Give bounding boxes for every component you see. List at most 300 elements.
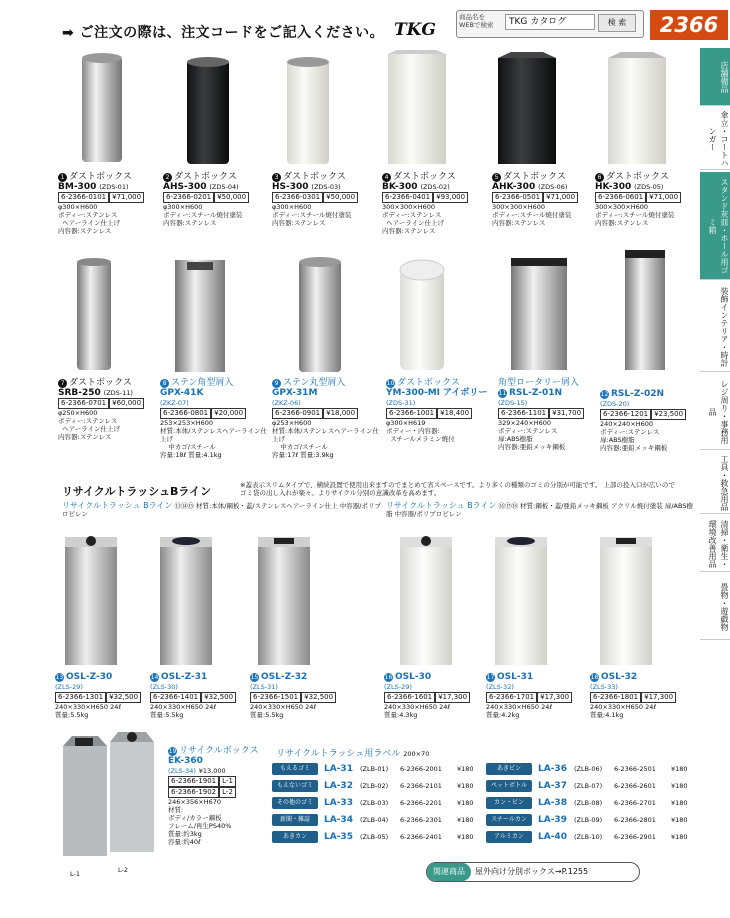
label-model: LA-35	[324, 832, 353, 842]
related-link-text: 屋外向け分別ボックス→P.1255	[475, 867, 589, 876]
spec-mass: 質量:5.5kg	[250, 711, 284, 719]
product-ref: (ZDS-11)	[103, 389, 133, 397]
price: ¥31,700	[549, 408, 584, 419]
spec-inner: 内容器:亜鉛メッキ鋼板	[498, 443, 566, 451]
spec-capacity: 24ℓ	[439, 703, 451, 711]
subsection-right-material: 材質:鋼板・蓋/亜鉛メッキ鋼板 アクリル焼付塗装 扉/ABS樹脂 中容器/ポリプロピレン	[386, 502, 693, 518]
product-name: ダストボックス	[397, 378, 460, 388]
spec-body: ボディー:ステンレス	[600, 428, 660, 436]
item-number: 2	[163, 173, 172, 182]
spec-capacity: 容量:18ℓ 質量:4.1kg	[160, 451, 222, 459]
item-number: 7	[58, 379, 67, 388]
brand-logo: TKG	[394, 20, 436, 40]
item-number: 16	[384, 674, 393, 681]
label-row	[486, 779, 691, 796]
order-code: 6-2366-1501	[250, 692, 301, 703]
price: ¥18,400	[437, 408, 472, 419]
spec-mass: 質量:4.2kg	[486, 711, 520, 719]
item-number: 1	[58, 173, 67, 182]
label-image: その他のゴミ	[272, 797, 318, 809]
price: ¥71,000	[646, 192, 681, 203]
price: ¥32,500	[201, 692, 236, 703]
label-code: 6-2366-2701	[614, 799, 656, 807]
variant-l2: L-2	[219, 787, 236, 798]
product-name: ダストボックス	[283, 172, 346, 182]
sidebar-item-register[interactable]: レジ周り・事務用品	[700, 374, 730, 450]
item-number: 17	[486, 674, 495, 681]
product-image-osl-z-32	[258, 537, 310, 665]
spec-inner: 中カゴ/スチール	[280, 443, 328, 451]
spec-size: 300×300×H600	[595, 203, 648, 211]
labels-title	[276, 746, 429, 759]
product-name: 角型ロータリー屑入	[498, 378, 580, 388]
label-model: LA-33	[324, 798, 353, 808]
subsection-left-material: 材質:本体/鋼板・蓋/ステンレスヘアーライン仕上 中容器/ポリプロピレン	[62, 502, 381, 518]
product-name: ダストボックス	[69, 378, 132, 388]
order-code: 6-2366-0101	[58, 192, 109, 203]
spec-size: 240×240×H600	[600, 420, 653, 428]
spec-body: ボディー:ステンレス	[58, 211, 118, 219]
spec-body: ボディ/カラー鋼板	[168, 814, 222, 822]
product-model: OSL-Z-32	[261, 672, 308, 682]
label-image: ペットボトル	[486, 780, 532, 792]
label-model: LA-38	[538, 798, 567, 808]
product-gpx-31m	[272, 378, 384, 459]
variant-l1: L-1	[219, 776, 236, 787]
label-row	[486, 830, 691, 847]
product-image-gpx-41k	[175, 260, 225, 372]
product-ref: (ZLS-33)	[590, 683, 618, 691]
spec-capacity: 24ℓ	[110, 703, 122, 711]
price: ¥20,000	[211, 408, 246, 419]
label-ref: (ZLB-01)	[360, 765, 389, 773]
product-image-srb-250	[77, 258, 111, 370]
product-ref: (ZLS-30)	[150, 683, 178, 691]
spec-body: ボディー:スチール焼付塗装	[595, 211, 675, 219]
product-ref: (ZDS-15)	[498, 399, 528, 407]
label-model: LA-39	[538, 815, 567, 825]
spec-inner: 内容器:ステンレス	[492, 219, 546, 227]
label-image: 新聞・雑誌	[272, 814, 318, 826]
spec-capacity: 容量:17ℓ 質量:3.9kg	[272, 451, 334, 459]
sidebar-item-interior[interactable]: 装飾インテリア・時計	[700, 282, 730, 372]
product-model: BM-300	[58, 182, 97, 192]
spec-finish: ヘアーライン仕上げ	[62, 425, 121, 433]
spec-size: 240×330×H650	[150, 703, 203, 711]
spec-capacity: 24ℓ	[541, 703, 553, 711]
spec-size: 329×240×H600	[498, 419, 551, 427]
label-ref: (ZLB-04)	[360, 816, 389, 824]
product-name: ダストボックス	[503, 172, 566, 182]
item-number: 19	[168, 748, 177, 755]
item-number: 3	[272, 173, 281, 182]
label-price: ¥180	[671, 782, 688, 790]
spec-body: ボディー:ステンレス	[498, 427, 558, 435]
spec-size: φ300×H619	[386, 419, 426, 427]
spec-mass: 質量:4.1kg	[590, 711, 624, 719]
spec-size: 240×330×H650	[55, 703, 108, 711]
label-code: 6-2366-2201	[400, 799, 442, 807]
product-ref: (ZDS-01)	[99, 183, 129, 191]
sidebar-item-tools[interactable]: 工具・救急用品	[700, 452, 730, 514]
spec-size: 240×330×H650	[384, 703, 437, 711]
spec-size: 240×330×H650	[590, 703, 643, 711]
product-osl-30	[384, 672, 480, 719]
label-code: 6-2366-2801	[614, 816, 656, 824]
product-ref: (ZLS-31)	[250, 683, 278, 691]
product-ref: (ZDS-05)	[634, 183, 664, 191]
product-osl-z-32	[250, 672, 342, 719]
spec-mass: 質量:約3kg	[168, 830, 202, 838]
price: ¥60,000	[109, 398, 144, 409]
product-bk-300	[382, 172, 490, 235]
spec-frame: フレーム/再生PS40%	[168, 822, 232, 830]
product-name: ダストボックス	[69, 172, 132, 182]
product-name: ステン丸型屑入	[283, 378, 346, 388]
subsection-left-numbers: ⑬⑭⑮	[174, 502, 194, 510]
product-image-rsl-z-01n	[511, 258, 567, 370]
label-price: ¥180	[457, 816, 474, 824]
spec-finish: ヘアーライン仕上げ	[386, 219, 445, 227]
label-row	[486, 762, 691, 779]
item-number: 12	[600, 391, 609, 398]
product-model: OSL-31	[497, 672, 534, 682]
product-rsl-z-01n	[498, 378, 606, 451]
price: ¥71,000	[109, 192, 144, 203]
label-model: LA-36	[538, 764, 567, 774]
product-image-ahk-300	[498, 52, 556, 164]
product-model: OSL-32	[601, 672, 638, 682]
price: ¥50,000	[214, 192, 249, 203]
spec-material: 材質:本体/ステンレスヘアーライン仕上げ	[272, 427, 379, 443]
product-model: OSL-Z-30	[66, 672, 113, 682]
order-code-l2: 6-2366-1902	[168, 787, 219, 798]
subsection-right	[386, 502, 696, 518]
item-number: 11	[498, 390, 507, 397]
spec-door: 扉:ABS樹脂	[498, 435, 533, 443]
product-ref: (ZDS-31)	[386, 399, 416, 407]
order-code-l1: 6-2366-1901	[168, 776, 219, 787]
label-model: LA-37	[538, 781, 567, 791]
spec-inner: 内容器:ステンレス	[163, 219, 217, 227]
product-model: RSL-Z-01N	[509, 388, 563, 398]
order-code: 6-2366-0201	[163, 192, 214, 203]
spec-size: φ300×H600	[272, 203, 312, 211]
page-number: 2366	[650, 10, 728, 40]
label-image: カン・ビン	[486, 797, 532, 809]
spec-size: φ253×H600	[272, 419, 312, 427]
spec-door: 扉:ABS樹脂	[600, 436, 635, 444]
label-row	[486, 813, 691, 830]
subsection-left	[62, 502, 382, 518]
label-ref: (ZLB-10)	[574, 833, 603, 841]
product-model: GPX-31M	[272, 388, 318, 398]
sidebar-item-cleaning[interactable]: 清掃・衛生・環境改善用品	[700, 516, 730, 572]
product-ref: (ZKZ-06)	[272, 399, 301, 407]
spec-body: ボディー:ステンレス	[58, 417, 118, 425]
label-image: アルミカン	[486, 831, 532, 843]
sidebar-item-ashtray[interactable]: スタンド灰皿・ホール用ゴミ箱	[700, 172, 730, 280]
product-image-osl-z-31	[160, 537, 212, 665]
label-row	[272, 830, 477, 847]
sidebar-item-store[interactable]: 店舗備品	[700, 48, 730, 106]
label-code: 6-2366-2101	[400, 782, 442, 790]
product-model: GPX-41K	[160, 388, 204, 398]
product-model: OSL-Z-31	[161, 672, 208, 682]
product-image-ek-360	[58, 732, 168, 872]
label-ref: (ZLB-09)	[574, 816, 603, 824]
label-price: ¥180	[457, 799, 474, 807]
product-ref: (ZDS-02)	[420, 183, 450, 191]
order-code: 6-2366-0801	[160, 408, 211, 419]
label-code: 6-2366-2601	[614, 782, 656, 790]
sidebar-item-umbrella[interactable]: 傘立・コートハンガー	[700, 108, 730, 170]
order-code: 6-2366-0501	[492, 192, 543, 203]
label-ref: (ZLB-03)	[360, 799, 389, 807]
product-model: AHS-300	[163, 182, 207, 192]
product-name: リサイクルボックス	[179, 746, 259, 756]
price: ¥50,000	[323, 192, 358, 203]
order-code: 6-2366-1201	[600, 409, 651, 420]
subsection-right-title: リサイクルトラッシュ Bライン	[386, 501, 497, 510]
item-number: 10	[386, 380, 395, 387]
related-badge: 関連商品	[427, 863, 471, 881]
order-code: 6-2366-1001	[386, 408, 437, 419]
product-ref: (ZDS-03)	[311, 183, 341, 191]
spec-size: φ300×H600	[163, 203, 203, 211]
product-model: EK-360	[168, 756, 203, 766]
search-label: 商品名を WEBで検索	[459, 13, 494, 29]
product-ref: (ZDS-20)	[600, 400, 630, 408]
spec-finish: ヘアーライン仕上げ	[62, 219, 121, 227]
subsection-right-numbers: ⑯⑰⑱	[498, 502, 518, 510]
order-code: 6-2366-1401	[150, 692, 201, 703]
product-model: BK-300	[382, 182, 418, 192]
spec-size: 246×356×H670	[168, 798, 221, 806]
price: ¥32,500	[301, 692, 336, 703]
item-number: 15	[250, 674, 259, 681]
order-code: 6-2366-0601	[595, 192, 646, 203]
order-code: 6-2366-1701	[486, 692, 537, 703]
label-ref: (ZLB-08)	[574, 799, 603, 807]
item-number: 13	[55, 674, 64, 681]
label-price: ¥180	[671, 833, 688, 841]
item-number: 9	[272, 379, 281, 388]
spec-size: 240×330×H650	[250, 703, 303, 711]
label-price: ¥180	[671, 816, 688, 824]
order-code: 6-2366-1101	[498, 408, 549, 419]
spec-size: φ300×H600	[58, 203, 98, 211]
label-image: スチールカン	[486, 814, 532, 826]
labels-title-text: リサイクルトラッシュ用ラベル	[276, 749, 401, 759]
page-title: ➡ ご注文の際は、注文コードをご記入ください。	[62, 25, 385, 41]
label-model: LA-32	[324, 781, 353, 791]
price: ¥13,000	[198, 767, 226, 775]
item-number: 14	[150, 674, 159, 681]
price: ¥32,500	[106, 692, 141, 703]
product-model: SRB-250	[58, 388, 101, 398]
price: ¥23,500	[651, 409, 686, 420]
spec-body: ボディー:スチール焼付塗装	[163, 211, 243, 219]
spec-inner: 内容器:ステンレス	[595, 219, 649, 227]
label-row	[272, 762, 477, 779]
label-row	[272, 779, 477, 796]
label-row	[272, 813, 477, 830]
product-image-gpx-31m	[299, 257, 341, 372]
price: ¥17,300	[537, 692, 572, 703]
item-number: 4	[382, 173, 391, 182]
product-gpx-41k	[160, 378, 272, 459]
spec-capacity: 24ℓ	[645, 703, 657, 711]
spec-finish: スチールメラミン焼付	[390, 435, 455, 443]
product-image-osl-30	[400, 536, 452, 665]
label-column-left	[272, 762, 477, 847]
product-ref: (ZLS-32)	[486, 683, 514, 691]
product-model: HK-300	[595, 182, 632, 192]
product-model: AHK-300	[492, 182, 536, 192]
product-ym-300	[386, 378, 496, 443]
label-price: ¥180	[671, 799, 688, 807]
row2-product-images	[55, 250, 695, 375]
item-number: 5	[492, 173, 501, 182]
spec-size: 300×300×H600	[382, 203, 435, 211]
product-ahk-300	[492, 172, 600, 227]
order-code: 6-2366-1801	[590, 692, 641, 703]
order-code: 6-2366-0701	[58, 398, 109, 409]
label-image: もえないゴミ	[272, 780, 318, 792]
price: ¥17,300	[435, 692, 470, 703]
product-model: RSL-Z-02N	[611, 389, 665, 399]
label-price: ¥180	[671, 765, 688, 773]
order-code: 6-2366-1301	[55, 692, 106, 703]
spec-mass: 質量:4.3kg	[384, 711, 418, 719]
label-table	[272, 762, 692, 858]
spec-material-label: 材質:	[168, 806, 184, 814]
product-name: ダストボックス	[606, 172, 669, 182]
label-price: ¥180	[457, 782, 474, 790]
product-osl-z-31	[150, 672, 242, 719]
product-srb-250	[58, 378, 166, 441]
product-image-hk-300	[608, 52, 666, 164]
spec-capacity: 容量:約40ℓ	[168, 838, 201, 846]
spec-size: 300×300×H600	[492, 203, 545, 211]
search-button[interactable]: 検 索	[598, 14, 636, 32]
product-model: HS-300	[272, 182, 309, 192]
row1-product-images	[55, 50, 695, 170]
product-rsl-z-02n	[600, 389, 700, 452]
label-image: あきカン	[272, 831, 318, 843]
product-ref: (ZKZ-07)	[160, 399, 189, 407]
spec-mass: 質量:5.5kg	[55, 711, 89, 719]
product-osl-z-30	[55, 672, 147, 719]
spec-inner: 内容器:ステンレス	[58, 433, 112, 441]
label-model: LA-40	[538, 832, 567, 842]
spec-body: ボディー・内容器:	[386, 427, 440, 435]
spec-inner: 内容器:ステンレス	[272, 219, 326, 227]
product-image-ym-300	[400, 260, 444, 370]
label-model: LA-31	[324, 764, 353, 774]
spec-size: 240×330×H650	[486, 703, 539, 711]
label-price: ¥180	[457, 833, 474, 841]
product-ref: (ZLS-29)	[55, 683, 83, 691]
sidebar-item-tatami[interactable]: 畳物・遊戯物	[700, 574, 730, 640]
product-image-hs-300	[287, 57, 329, 164]
product-ahs-300	[163, 172, 271, 227]
product-image-ahs-300	[187, 57, 229, 164]
section-title: リサイクルトラッシュBライン	[62, 485, 212, 498]
order-code: 6-2366-0401	[382, 192, 433, 203]
row3-product-images	[55, 525, 695, 670]
label-row	[272, 796, 477, 813]
spec-mass: 質量:5.5kg	[150, 711, 184, 719]
variant-label-l1: L-1	[70, 870, 80, 878]
price: ¥71,000	[543, 192, 578, 203]
product-image-bk-300	[388, 50, 446, 164]
price: ¥17,300	[641, 692, 676, 703]
variant-label-l2: L-2	[118, 866, 128, 874]
product-ek-360	[168, 746, 272, 846]
label-code: 6-2366-2301	[400, 816, 442, 824]
product-model: OSL-30	[395, 672, 432, 682]
label-code: 6-2366-2001	[400, 765, 442, 773]
product-osl-32	[590, 672, 694, 719]
spec-body: ボディー:ステンレス	[382, 211, 442, 219]
spec-body: ボディー:スチール焼付塗装	[272, 211, 352, 219]
product-bm-300	[58, 172, 166, 235]
label-image: あきビン	[486, 763, 532, 775]
label-code: 6-2366-2501	[614, 765, 656, 773]
subsection-left-title: リサイクルトラッシュ Bライン	[62, 501, 173, 510]
product-image-rsl-z-02n	[625, 250, 665, 370]
label-code: 6-2366-2901	[614, 833, 656, 841]
related-products-link[interactable]	[426, 862, 640, 882]
product-hk-300	[595, 172, 699, 227]
item-number: 18	[590, 674, 599, 681]
item-number: 8	[160, 379, 169, 388]
product-image-osl-32	[600, 537, 652, 665]
label-ref: (ZLB-07)	[574, 782, 603, 790]
spec-inner: 内容器:ステンレス	[382, 227, 436, 235]
label-column-right	[486, 762, 691, 847]
order-code: 6-2366-1601	[384, 692, 435, 703]
search-input[interactable]: TKG カタログ	[505, 14, 595, 30]
product-name: ステン角型屑入	[171, 378, 234, 388]
labels-size: 200×70	[403, 750, 430, 758]
product-name: ダストボックス	[393, 172, 456, 182]
product-ref: (ZDS-06)	[538, 183, 568, 191]
product-image-osl-z-30	[65, 536, 117, 665]
spec-inner: 中カゴ/スチール	[168, 443, 216, 451]
item-number: 6	[595, 173, 604, 182]
product-hs-300	[272, 172, 380, 227]
label-ref: (ZLB-06)	[574, 765, 603, 773]
product-ref: (ZDS-04)	[209, 183, 239, 191]
price: ¥93,000	[433, 192, 468, 203]
spec-size: φ250×H600	[58, 409, 98, 417]
product-ref: (ZLS-34)	[168, 767, 196, 775]
product-image-osl-31	[495, 537, 547, 665]
spec-body: ボディー:スチール焼付塗装	[492, 211, 572, 219]
product-image-bm-300	[82, 53, 122, 162]
label-model: LA-34	[324, 815, 353, 825]
product-osl-31	[486, 672, 582, 719]
label-code: 6-2366-2401	[400, 833, 442, 841]
product-name: ダストボックス	[174, 172, 237, 182]
label-image: もえるゴミ	[272, 763, 318, 775]
order-code: 6-2366-0301	[272, 192, 323, 203]
spec-inner: 内容器:ステンレス	[58, 227, 112, 235]
label-price: ¥180	[457, 765, 474, 773]
